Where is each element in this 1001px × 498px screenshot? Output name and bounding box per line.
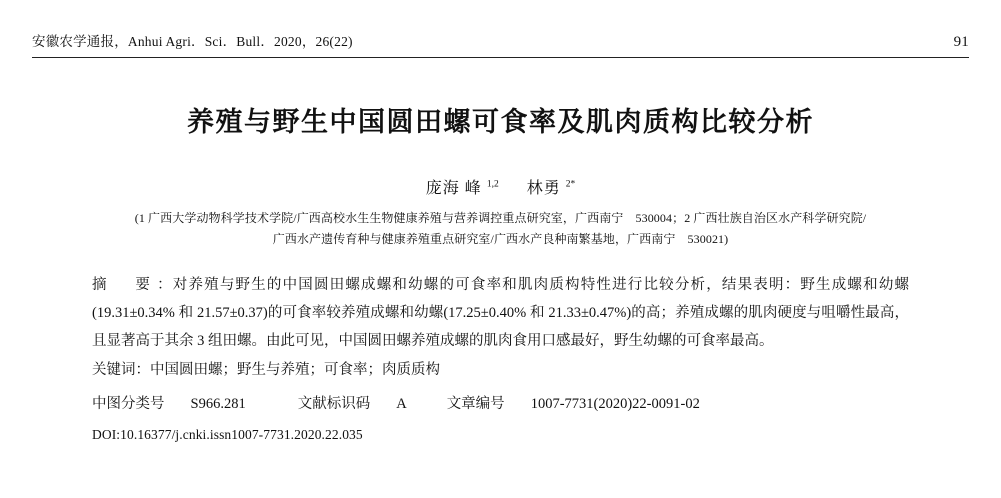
- document-code-value: A: [396, 396, 407, 413]
- author-2-affil-marker: 2*: [565, 179, 576, 190]
- abstract-label: 摘 要: [92, 277, 158, 293]
- page-number: 91: [953, 34, 969, 50]
- clc-value: S966.281: [190, 396, 246, 413]
- author-2: [527, 180, 576, 197]
- running-head: [30, 0, 971, 57]
- page-title: 养殖与野生中国圆田螺可食率及肌肉质构比较分析: [187, 107, 814, 138]
- author-1-surname: 庞: [425, 180, 443, 197]
- doi: DOI:10.16377/j.cnki.issn1007-7731.2020.22.035: [92, 426, 363, 442]
- author-list: [30, 175, 971, 198]
- author-2-given: 勇: [543, 180, 566, 197]
- keywords-text: ：中国圆田螺；野生与养殖；可食率；肉质质构: [135, 362, 440, 379]
- author-2-surname: 林: [526, 180, 544, 197]
- author-1: [426, 180, 499, 197]
- header-rule: [32, 57, 969, 58]
- clc-label: 中图分类号: [92, 396, 165, 413]
- abstract-text: ：对养殖与野生的中国圆田螺成螺和幼螺的可食率和肌肉质构特性进行比较分析，结果表明：野生成螺和幼螺(19.31±0.34% 和 21.57±0.37)的可食率较养殖成螺和幼螺(17.25±0.40% 和 21.33±0.47%)的高；养殖成螺的肌肉硬度与咀嚼性最高，且显著高于其余 3 组田螺。由此可见，中国圆田螺养殖成螺的肌肉食用口感最好，野生幼螺的可食率最高。: [92, 277, 910, 349]
- document-code-label: 文献标识码: [297, 396, 371, 413]
- abstract: [92, 272, 909, 355]
- journal-citation: 安徽农学通报，Anhui Agri．Sci．Bull．2020，26(22): [32, 34, 353, 49]
- affiliation-line-1: (1 广西大学动物科学技术学院/广西高校水生生物健康养殖与营养调控重点研究室，广西南宁 530004；2 广西壮族自治区水产科学研究院/: [134, 211, 867, 225]
- article-id-label: 文章编号: [446, 396, 505, 413]
- affiliation: [30, 208, 971, 250]
- classification-line: [92, 391, 909, 419]
- keywords: [92, 357, 909, 385]
- article-id-value: 1007-7731(2020)22-0091-02: [530, 396, 700, 413]
- keywords-label: 关键词: [92, 362, 136, 379]
- author-1-affil-marker: 1,2: [486, 179, 499, 190]
- author-1-given: 海峰: [442, 180, 487, 197]
- affiliation-line-2: 广西水产遗传育种与健康养殖重点研究室/广西水产良种南繁基地，广西南宁 530021): [272, 232, 729, 246]
